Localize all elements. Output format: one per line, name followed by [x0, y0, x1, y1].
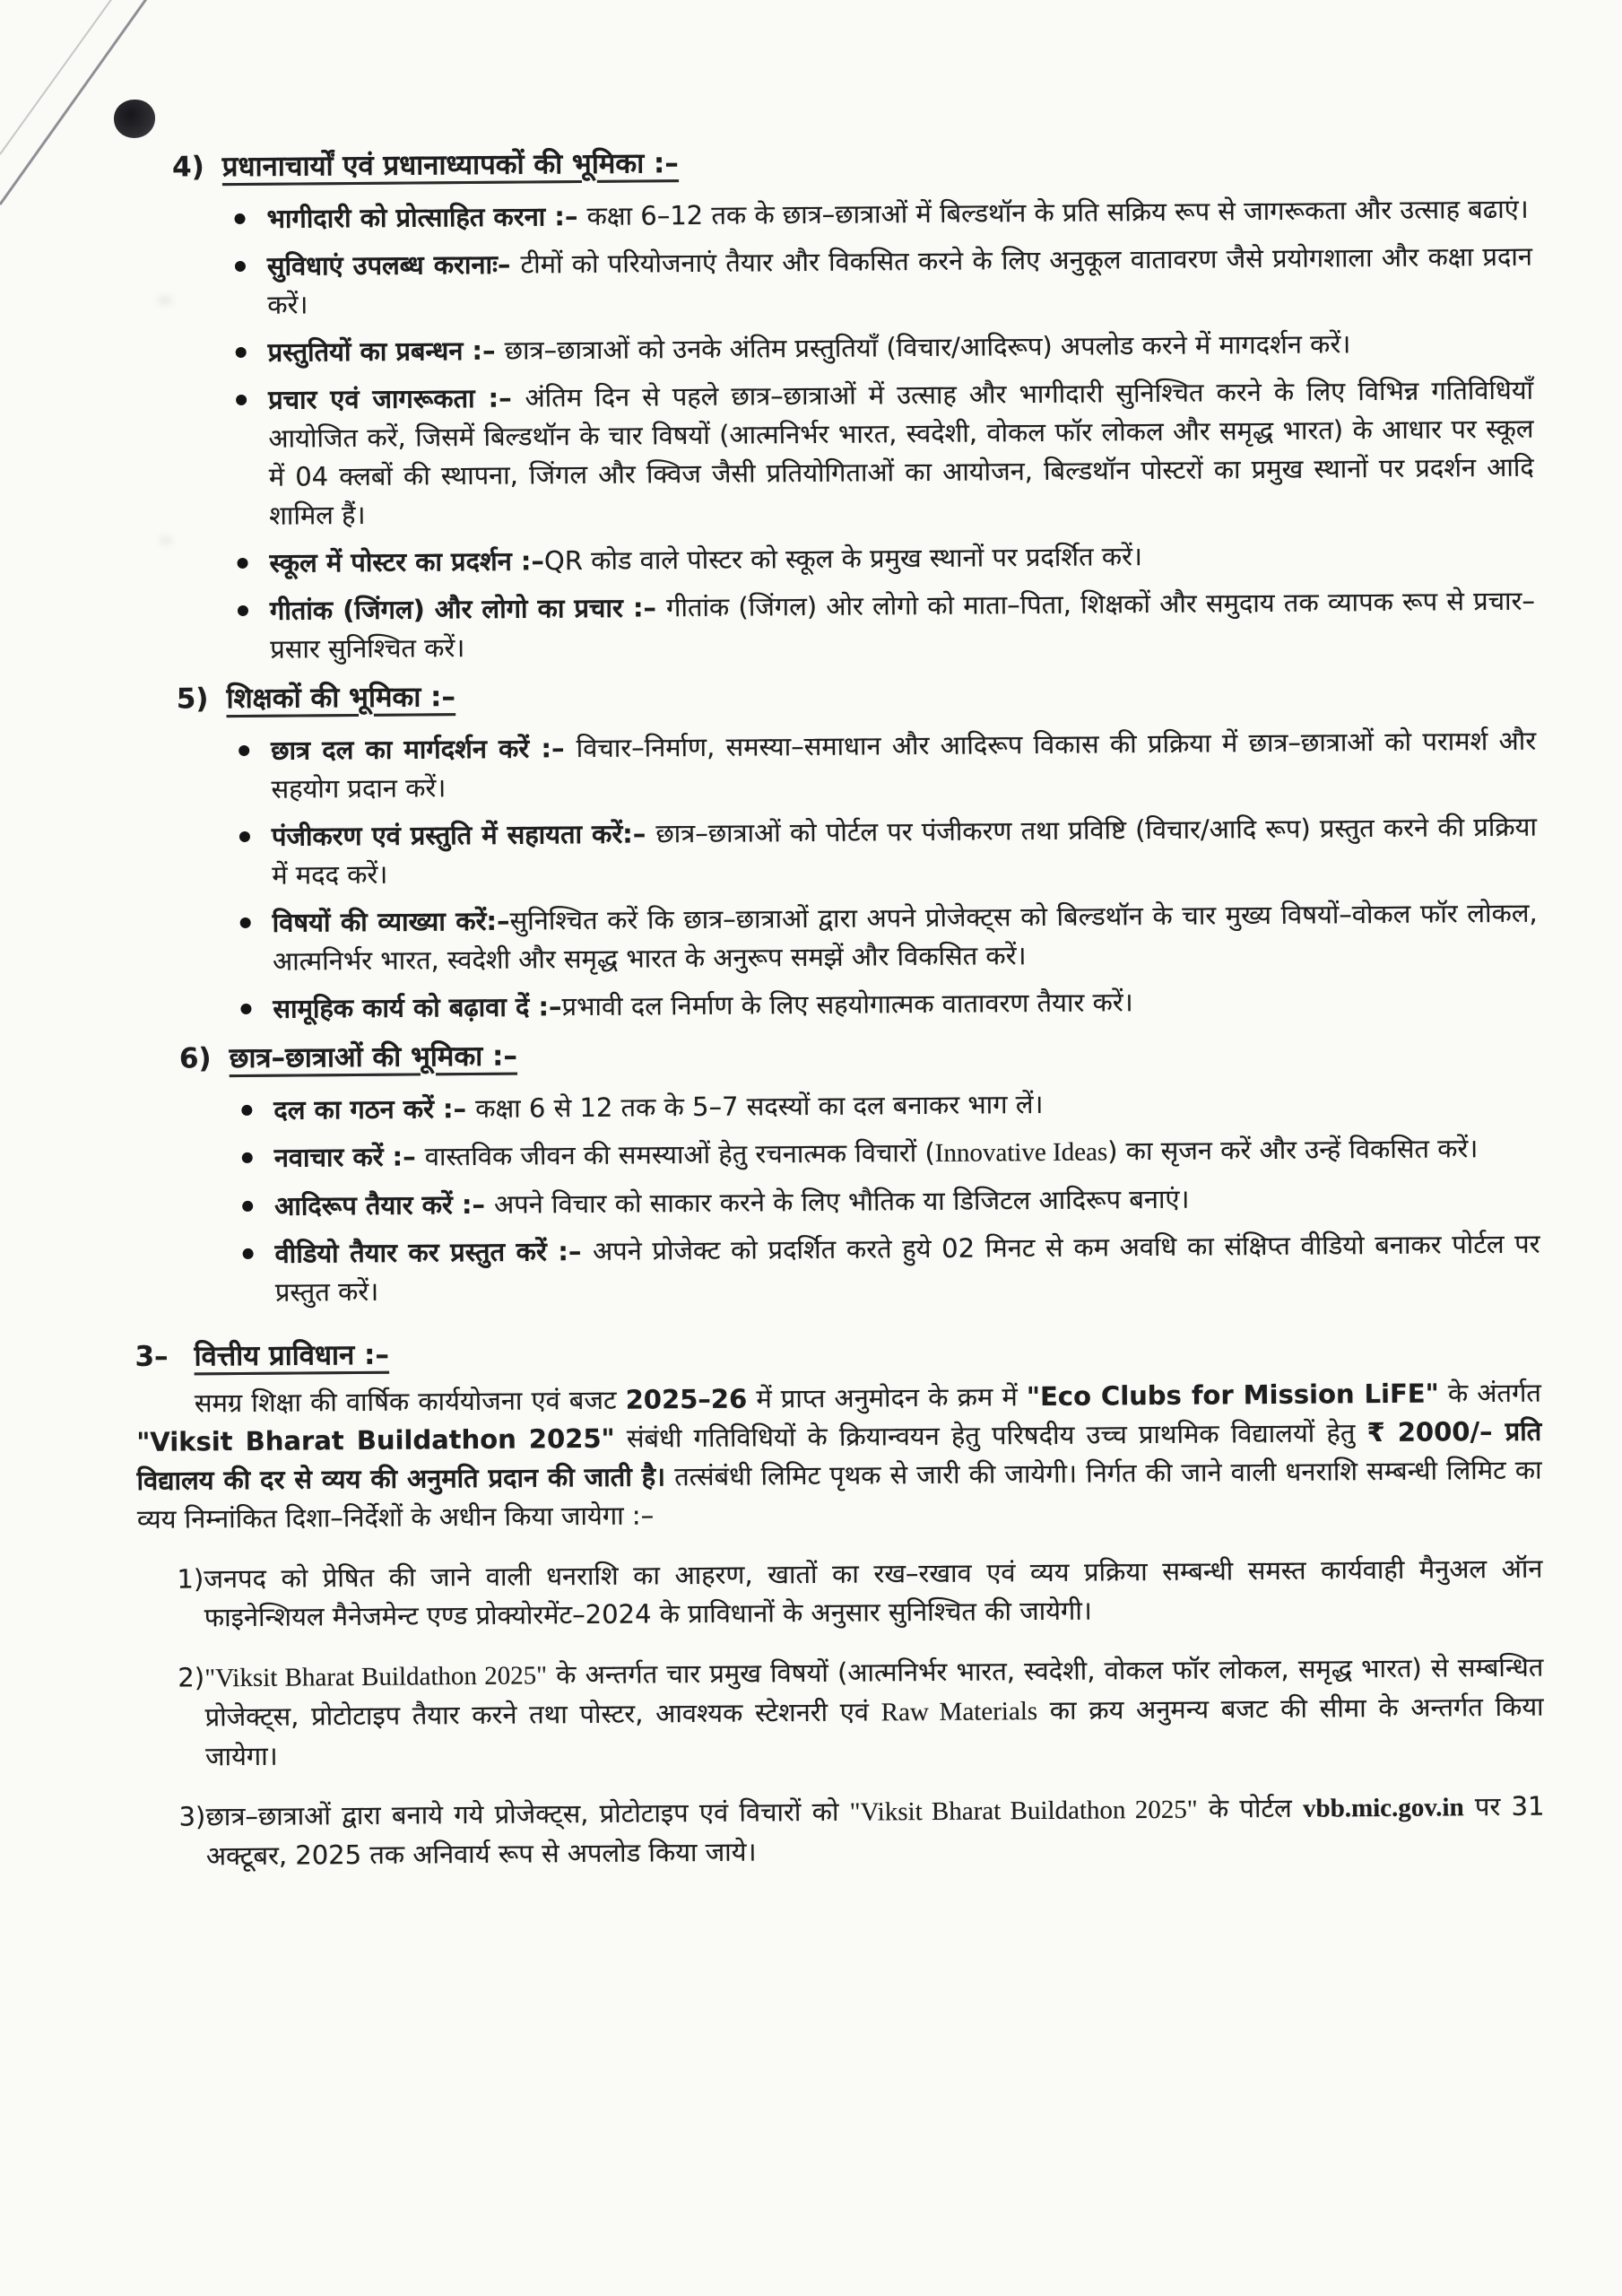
text-run: विषयों की व्याख्या करें:– [272, 905, 510, 938]
bullet-item [273, 894, 1539, 981]
item-text [205, 1787, 1545, 1876]
section-title: छात्र–छात्राओं की भूमिका :– [229, 1039, 518, 1075]
bullet-item [273, 1082, 1539, 1130]
bullet-item [272, 808, 1538, 895]
text-run: "Eco Clubs for Mission LiFE" [1026, 1378, 1439, 1413]
text-run: छात्र दल का मार्गदर्शन करें :– [271, 733, 577, 766]
text-run: सुविधाएं उपलब्ध करानाः– [266, 248, 521, 282]
section-heading [134, 1326, 1540, 1378]
text-run: छात्र–छात्राओं द्वारा बनाये गये प्रोजेक्ट्स, प्रोटोटाइप एवं विचारों को [205, 1796, 850, 1832]
text-run: वास्तविक जीवन की समस्याओं हेतु रचनात्मक विचारों ( [424, 1136, 935, 1172]
text-run: छात्र–छात्राओं को उनके अंतिम प्रस्तुतियाँ (विचार/आदिरूप) अपलोड करने में मागदर्शन करें। [504, 328, 1351, 366]
bullet-item [270, 582, 1536, 669]
text-run: दल का गठन करें :– [273, 1092, 476, 1126]
section-number: 5) [176, 683, 209, 716]
numbered-item [178, 1648, 1544, 1777]
text-run: "Viksit Bharat Buildathon 2025" [136, 1422, 615, 1457]
text-run: "Viksit Bharat Buildathon 2025" [849, 1795, 1198, 1827]
section-title: वित्तीय प्राविधान :– [194, 1338, 390, 1373]
text-run: के पोर्टल [1197, 1792, 1304, 1824]
text-run: "Viksit Bharat Buildathon 2025" [204, 1661, 548, 1693]
bullet-item [274, 1178, 1540, 1226]
text-run: का क्रय अनुमन्य बजट की सीमा के अन्तर्गत किया जायेगा। [204, 1691, 1544, 1772]
text-run: ) का सृजन करें और उन्हें विकसित करें। [1107, 1133, 1479, 1167]
bullet-item [266, 190, 1531, 239]
text-run: 2025–26 [625, 1383, 748, 1415]
item-text [204, 1648, 1544, 1777]
text-run: पंजीकरण एवं प्रस्तुति में सहायता करें:– [271, 818, 656, 852]
numbered-item [177, 1550, 1543, 1638]
item-number: 2) [178, 1662, 205, 1693]
bullet-item [267, 238, 1533, 325]
text-run: जनपद को प्रेषित की जाने वाली धनराशि का आहरण, खातों का रख–रखाव एवं व्यय प्रक्रिया सम्बन्धी समस्त कार्यवाही मैनुअल ऑन फाइनेन्शियल मैनेजमेन्ट एण्ड प्रोक्योरमेंट–2024 के प्राविधानों के अनुसार सुनिश्चित की जायेगी। [204, 1552, 1543, 1633]
bullet-item [271, 722, 1537, 809]
text-run: स्कूल में पोस्टर का प्रदर्शन :– [269, 545, 545, 578]
section-title: शिक्षकों की भूमिका :– [226, 681, 456, 716]
text-run: छात्र–छात्राओं को पोर्टल पर पंजीकरण तथा प्रविष्टि (विचार/आदि रूप) प्रस्तुत करने की प्रक्रिया में मदद करें। [272, 811, 1538, 891]
section-heading [172, 136, 1531, 188]
text-run: नवाचार करें :– [273, 1141, 425, 1173]
section-heading [177, 668, 1536, 720]
section-number: 4) [171, 151, 204, 184]
text-run: संबंधी गतिविधियों के क्रियान्वयन हेतु परिषदीय उच्च प्राथमिक विद्यालयों हेतु [614, 1417, 1367, 1454]
text-run: ₹ 2000/– [1366, 1416, 1493, 1448]
text-run: अंतिम दिन से पहले छात्र–छात्राओं में उत्साह और भागीदारी सुनिश्चित करने के लिए विभिन्न गतिविधियाँ आयोजित करें, जिसमें बिल्डथॉन के चार विषयों (आत्मनिर्भर भारत, स्वदेशी, वोकल फॉर लोकल और समृद्ध भारत) के आधार पर स्कूल में 04 क्लबों की स्थापना, जिंगल और क्विज जैसी प्रतियोगिताओं का आयोजन, बिल्डथॉन पोस्टरों का प्रमुख स्थानों पर प्रदर्शन आदि शामिल हैं। [268, 374, 1534, 531]
text-run: में प्राप्त अनुमोदन के क्रम में [747, 1381, 1028, 1414]
text-run: तत्संबंधी लिमिट पृथक से जारी की जायेगी। निर्गत की जाने वाली धनराशि सम्बन्धी लिमिट का व्यय निम्नांकित दिशा–निर्देशों के अधीन किया जायेगा :– [136, 1454, 1542, 1535]
text-run: अपने प्रोजेक्ट को प्रदर्शित करते हुये 02 मिनट से कम अवधि का संक्षिप्त वीडियो बनाकर पोर्टल पर प्रस्तुत करें। [274, 1228, 1540, 1308]
text-run: QR कोड वाले पोस्टर को स्कूल के प्रमुख स्थानों पर प्रदर्शित करें। [543, 541, 1143, 577]
text-run: सुनिश्चित करें कि छात्र–छात्राओं द्वारा अपने प्रोजेक्ट्स को बिल्डथॉन के चार मुख्य विषयों–वोकल फॉर लोकल, आत्मनिर्भर भारत, स्वदेशी और समृद्ध भारत के अनुरूप समझें और विकसित करें। [272, 897, 1538, 977]
text-run: Raw Materials [880, 1697, 1038, 1727]
bullet-item [268, 324, 1533, 372]
text-run: विचार–निर्माण, समस्या–समाधान और आदिरूप विकास की प्रक्रिया में छात्र–छात्राओं को परामर्श और सहयोग प्रदान करें। [271, 725, 1537, 804]
text-run: के अन्तर्गत चार प्रमुख विषयों (आत्मनिर्भर भारत, स्वदेशी, वोकल फॉर लोकल, समृद्ध भारत) से सम्बन्धित प्रोजेक्ट्स, प्रोटोटाइप तैयार करने तथा पोस्टर, आवश्यक स्टेशनरी एवं [204, 1651, 1544, 1733]
financial-paragraph [136, 1374, 1542, 1539]
numbered-item [178, 1787, 1545, 1876]
section-number: 3– [134, 1340, 169, 1373]
item-number: 3) [178, 1801, 206, 1832]
text-run: पर 31 अक्टूबर, 2025 तक अनिवार्य रूप से अपलोड किया जाये। [205, 1790, 1545, 1872]
text-run: वीडियो तैयार कर प्रस्तुत करें :– [274, 1235, 594, 1269]
text-run: प्रस्तुतियों का प्रबन्धन :– [267, 335, 505, 368]
text-run: अपने विचार को साकार करने के लिए भौतिक या डिजिटल आदिरूप बनाएं। [493, 1183, 1190, 1220]
section-number: 6) [178, 1042, 212, 1075]
text-run: समग्र शिक्षा की वार्षिक कार्ययोजना एवं बजट [194, 1384, 626, 1419]
bullet-item [274, 1225, 1540, 1312]
section-title: प्रधानाचार्यों एवं प्रधानाध्यापकों की भूमिका :– [221, 147, 680, 184]
text-run: भागीदारी को प्रोत्साहित करना :– [266, 200, 587, 234]
text-run: प्रति विद्यालय की दर से व्यय की अनुमति प्रदान की जाती है। [136, 1415, 1542, 1496]
text-run: के अंतर्गत [1438, 1377, 1541, 1409]
item-text [204, 1550, 1543, 1638]
text-run: गीतांक (जिंगल) ओर लोगो को माता–पिता, शिक्षकों और समुदाय तक व्यापक रूप से प्रचार–प्रसार सुनिश्चित करें। [270, 585, 1536, 665]
bullet-item [269, 535, 1534, 583]
text-run: कक्षा 6–12 तक के छात्र–छात्राओं में बिल्डथॉन के प्रति सक्रिय रूप से जागरूकता और उत्साह बढाएं। [586, 193, 1529, 231]
text-run: टीमों को परियोजनाएं तैयार और विकसित करने के लिए अनुकूल वातावरण जैसे प्रयोगशाला और कक्षा प्रदान करें। [267, 240, 1533, 320]
text-run: गीतांक (जिंगल) और लोगो का प्रचार :– [269, 592, 667, 626]
bullet-item [268, 371, 1534, 535]
section-heading [179, 1028, 1539, 1080]
text-run: प्रभावी दल निर्माण के लिए सहयोगात्मक वातावरण तैयार करें। [561, 987, 1133, 1022]
text-run: Innovative Ideas [934, 1137, 1108, 1168]
text-run: कक्षा 6 से 12 तक के 5–7 सदस्यों का दल बनाकर भाग लें। [475, 1088, 1044, 1124]
bullet-item [274, 1129, 1540, 1178]
bullet-item [273, 980, 1538, 1029]
item-number: 1) [177, 1563, 204, 1595]
text-run: vbb.mic.gov.in [1302, 1793, 1464, 1823]
text-run: सामूहिक कार्य को बढ़ावा दें :– [273, 991, 562, 1024]
text-run: प्रचार एवं जागरूकता :– [267, 382, 525, 415]
text-run: आदिरूप तैयार करें :– [274, 1188, 495, 1222]
